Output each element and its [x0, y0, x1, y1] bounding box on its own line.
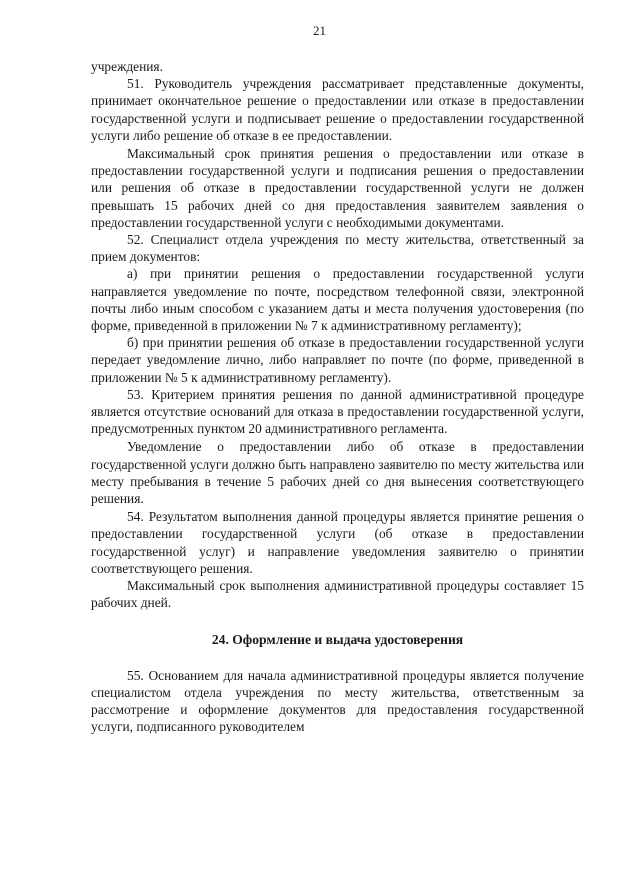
- paragraph-item-53: 53. Критерием принятия решения по данной административной процедуре является отсутствие оснований для отказа в предоставлении государственной услуги, предусмотренных пунктом 20 административного регламента.: [91, 386, 584, 437]
- paragraph-notification: Уведомление о предоставлении либо об отказе в предоставлении государственной услуги должно быть направлено заявителю по месту жительства или месту пребывания в течение 5 рабочих дней со дня вынесения соответствующего решения.: [91, 439, 584, 507]
- paragraph-item-51: 51. Руководитель учреждения рассматривает представленные документы, принимает окончательное решение о предоставлении или отказе в предоставлении государственной услуги и подписывает решение о предоставлении государственной услуги либо решение об отказе в ее предоставлении.: [91, 76, 584, 143]
- paragraph-item-52-a: а) при принятии решения о предоставлении государственной услуги направляется уведомление по почте, посредством телефонной связи, электронной почты либо иным способом с указанием даты и места получения удостоверения (по форме, приведенной в приложении № 7 к административному регламенту);: [91, 266, 584, 334]
- paragraph-continuation: учреждения.: [91, 59, 163, 74]
- paragraph-item-54: 54. Результатом выполнения данной процедуры является принятие решения о предоставлении государственной услуги (об отказе в предоставлении государственной услуг) и направление уведомления заявителю о принятии соответствующего решения.: [91, 509, 584, 576]
- section-heading: 24. Оформление и выдача удостоверения: [211, 631, 464, 647]
- paragraph-item-52: 52. Специалист отдела учреждения по месту жительства, ответственный за прием документов:: [91, 232, 584, 265]
- paragraph-max-term-decision: Максимальный срок принятия решения о предоставлении или отказе в предоставлении государственной услуги и подписания решения о предоставлении или решения об отказе в предоставлении государственной услуги не должен превышать 15 рабочих дней со дня предоставления заявителем заявления о предоставлении государственной услуги с необходимыми документами.: [91, 146, 584, 230]
- document-body: [91, 58, 584, 735]
- paragraph-max-term-procedure: Максимальный срок выполнения административной процедуры составляет 15 рабочих дней.: [91, 578, 584, 611]
- paragraph-item-52-b: б) при принятии решения об отказе в предоставлении государственной услуги передает уведомление лично, либо направляет по почте (по форме, приведенной в приложении № 5 к административному регламенту).: [91, 335, 584, 385]
- paragraph-item-55: 55. Основанием для начала административной процедуры является получение специалистом отдела учреждения по месту жительства, ответственным за рассмотрение и оформление документов для предоставления государственной услуги, подписанного руководителем: [91, 667, 584, 735]
- page-number: 21: [313, 23, 326, 38]
